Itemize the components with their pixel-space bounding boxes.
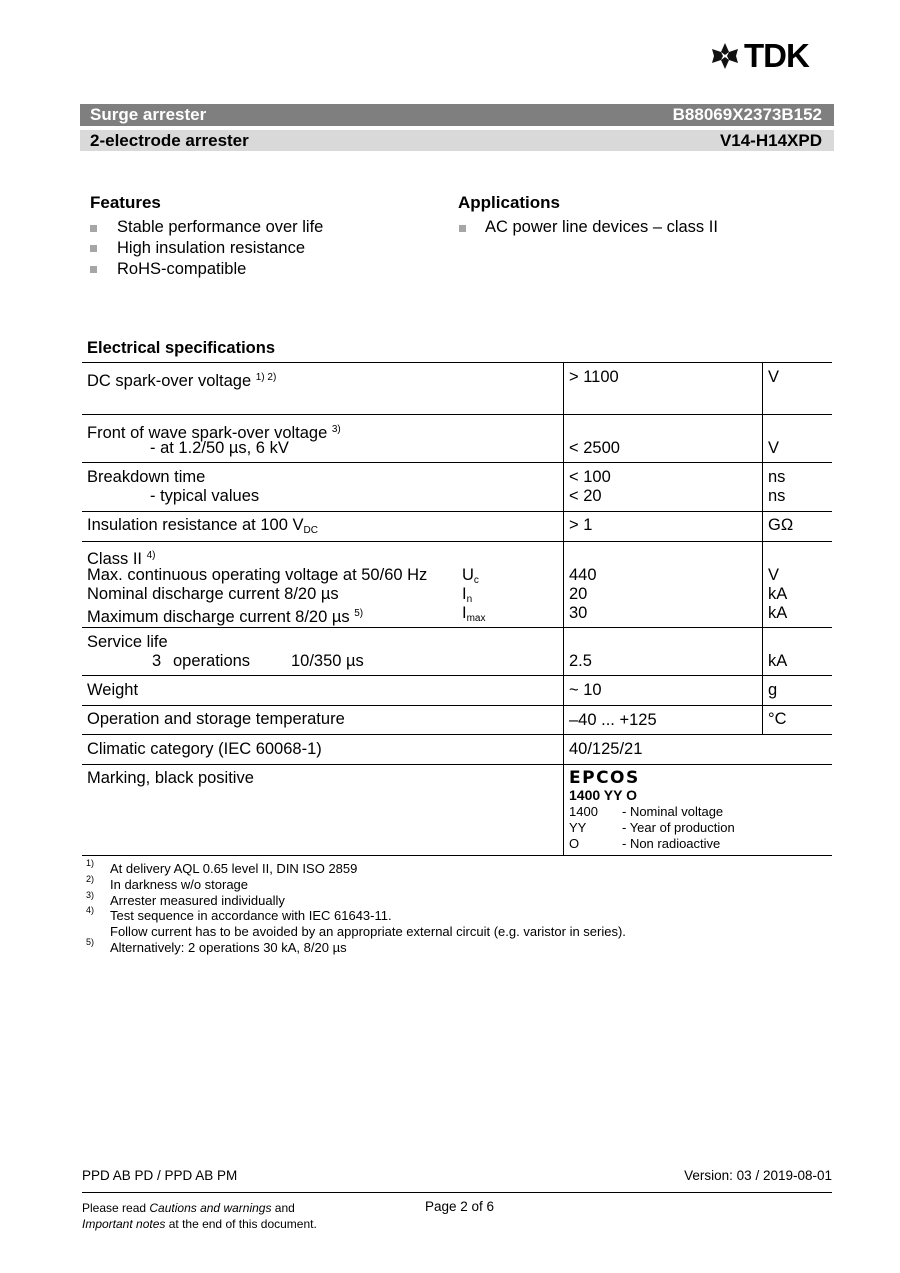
breakdown-typical-unit: ns: [768, 487, 786, 505]
table-rule: [82, 705, 832, 706]
product-title: Surge arrester: [90, 105, 207, 124]
class2-max-unit: kA: [768, 604, 788, 622]
temperature-unit: °C: [768, 710, 787, 728]
footnote-number: 2): [86, 874, 95, 884]
table-col-divider: [762, 362, 763, 734]
table-rule: [82, 734, 832, 735]
footnote-text: Test sequence in accordance with IEC 61643-11.: [110, 908, 392, 923]
breakdown-value: < 100: [569, 468, 611, 486]
class2-nominal-unit: kA: [768, 585, 788, 603]
class2-nominal-value: 20: [569, 585, 588, 603]
features-heading: Features: [90, 193, 161, 212]
class2-voltage-value: 440: [569, 566, 597, 584]
bullet-icon: [90, 245, 97, 252]
header-bar-subtitle: [80, 130, 834, 151]
page-number: Page 2 of 6: [425, 1199, 495, 1214]
class2-max-value: 30: [569, 604, 588, 622]
footer-rule: [82, 1192, 832, 1193]
footnote-text: In darkness w/o storage: [110, 877, 249, 892]
climatic-label: Climatic category (IEC 60068-1): [87, 740, 322, 758]
marking-legend-key: O: [569, 836, 580, 851]
bullet-icon: [459, 225, 466, 232]
footer-note: Please read Cautions and warnings and Important notes at the end of this document.: [82, 1201, 317, 1231]
front-wave-unit: V: [768, 439, 780, 457]
table-rule: [82, 627, 832, 628]
table-rule: [82, 541, 832, 542]
application-item: AC power line devices – class II: [485, 218, 718, 236]
service-life-value: 2.5: [569, 652, 592, 670]
class2-max-label: Maximum discharge current 8/20 µs $^{5)}$: [87, 608, 364, 626]
footnote-number: 5): [86, 937, 95, 947]
class2-label: Class II $^{4)}$: [87, 550, 156, 568]
footnote-text: Arrester measured individually: [110, 893, 285, 908]
tdk-logo-text: TDK: [744, 37, 809, 74]
service-life-count: 3: [152, 652, 162, 670]
product-subtitle: 2-electrode arrester: [90, 131, 249, 150]
table-rule: [82, 462, 832, 463]
temperature-value: –40 ... +125: [569, 711, 657, 729]
breakdown-typical-value: < 20: [569, 487, 602, 505]
table-rule: [82, 764, 832, 765]
footnote-text: At delivery AQL 0.65 level II, DIN ISO 2859: [110, 861, 358, 876]
marking-legend-key: 1400: [569, 804, 598, 819]
temperature-label: Operation and storage temperature: [87, 710, 345, 728]
table-rule: [82, 855, 832, 856]
class2-voltage-unit: V: [768, 566, 780, 584]
dc-sparkover-value: > 1100: [569, 368, 619, 386]
table-rule: [82, 675, 832, 676]
bullet-icon: [90, 266, 97, 273]
service-life-wave: 10/350 µs: [291, 652, 364, 670]
footnote-number: 4): [86, 905, 95, 915]
marking-code: 1400 YY O: [569, 787, 637, 803]
weight-value: ~ 10: [569, 681, 602, 699]
front-wave-label: Front of wave spark-over voltage $^{3)}$: [87, 424, 341, 442]
breakdown-sub: - typical values: [150, 487, 260, 505]
insulation-label: Insulation resistance at 100 $V_{DC}$: [87, 516, 318, 536]
table-rule: [82, 362, 832, 363]
marking-legend-desc: - Year of production: [622, 820, 735, 835]
feature-item: RoHS-compatible: [117, 260, 247, 278]
front-wave-condition: - at 1.2/50 µs, 6 kV: [150, 439, 289, 457]
bullet-icon: [90, 225, 97, 232]
breakdown-label: Breakdown time: [87, 468, 206, 486]
climatic-value: 40/125/21: [569, 740, 643, 758]
service-life-ops: operations: [173, 652, 251, 670]
weight-label: Weight: [87, 681, 139, 699]
table-rule: [82, 511, 832, 512]
dc-sparkover-label: DC spark-over voltage $^{1) 2)}$: [87, 372, 277, 390]
footnote-number: 1): [86, 858, 95, 868]
insulation-value: > 1: [569, 516, 593, 534]
front-wave-value: < 2500: [569, 439, 620, 457]
marking-legend-desc: - Non radioactive: [622, 836, 721, 851]
part-number: B88069X2373B152: [672, 105, 822, 124]
marking-label: Marking, black positive: [87, 769, 254, 787]
header-bar-title: [80, 104, 834, 126]
footnote-text: Alternatively: 2 operations 30 kA, 8/20 µs: [110, 940, 347, 955]
class2-nominal-symbol: $I_n$: [462, 585, 473, 605]
insulation-unit: GΩ: [768, 516, 794, 534]
applications-heading: Applications: [458, 193, 561, 212]
product-type: V14-H14XPD: [719, 131, 822, 150]
footer-department: PPD AB PD / PPD AB PM: [82, 1168, 238, 1183]
dc-sparkover-unit: V: [768, 368, 780, 386]
table-col-divider: [563, 362, 564, 855]
footnote-text: Follow current has to be avoided by an appropriate external circuit (e.g. varistor in series).: [110, 924, 626, 939]
service-life-label: Service life: [87, 633, 168, 651]
footnote-number: 3): [86, 890, 95, 900]
breakdown-unit: ns: [768, 468, 786, 486]
specs-heading: Electrical specifications: [87, 339, 276, 357]
feature-item: High insulation resistance: [117, 239, 306, 257]
feature-item: Stable performance over life: [117, 218, 324, 236]
class2-voltage-label: Max. continuous operating voltage at 50/60 Hz: [87, 566, 428, 584]
weight-unit: g: [768, 681, 778, 699]
class2-voltage-symbol: $U_c$: [462, 566, 479, 586]
footer-version: Version: 03 / 2019-08-01: [684, 1168, 832, 1183]
epcos-brand-mark: EPCOS: [569, 768, 640, 788]
service-life-unit: kA: [768, 652, 788, 670]
marking-legend-desc: - Nominal voltage: [622, 804, 724, 819]
class2-nominal-label: Nominal discharge current 8/20 µs: [87, 585, 339, 603]
tdk-logo-icon: [710, 41, 740, 71]
marking-legend-key: YY: [569, 820, 587, 835]
class2-max-symbol: $I_{max}$: [462, 604, 486, 624]
tdk-logo: [710, 38, 838, 74]
table-rule: [82, 414, 832, 415]
